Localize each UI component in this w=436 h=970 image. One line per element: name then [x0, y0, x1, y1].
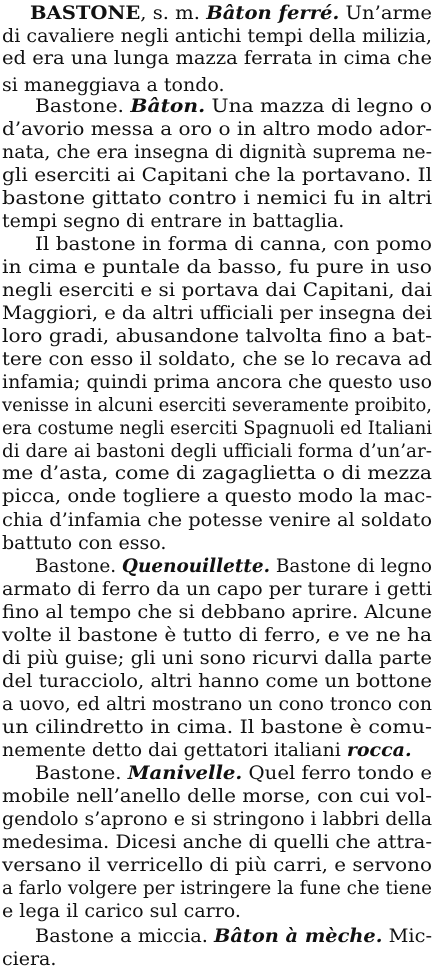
entry-first-line [35, 925, 432, 947]
text-run: Bastone a miccia. [35, 925, 215, 947]
text-run: fino al tempo che si debbano aprire. Alcune [2, 601, 433, 623]
text-run: chia d’infamia che potesse venire al soldato [2, 509, 433, 531]
text-run: volte il bastone è tutto di ferro, e ve ne ha [2, 624, 432, 646]
text-run: me d’asta, come di zagaglietta o di mezza [2, 462, 432, 484]
text-run: picca, onde togliere a questo modo la mac- [2, 485, 433, 507]
text-run: Un’arme [339, 2, 432, 24]
entry-line [2, 624, 432, 646]
entry-line [2, 532, 166, 554]
entry-line [2, 854, 432, 876]
entry-line [2, 462, 432, 484]
text-run: di cavaliere negli antichi tempi della milizia, [2, 25, 432, 47]
italic-term: Bâton à mèche. [214, 925, 383, 947]
text-run: Bastone. [35, 95, 131, 117]
text-run: era costume negli eserciti Spagnuoli ed Italiani [2, 417, 432, 439]
entry-line [2, 831, 432, 853]
text-run: Mic- [382, 925, 432, 947]
entry-line [2, 440, 432, 462]
italic-term: Quenouillette. [121, 555, 271, 577]
entry-line [2, 118, 432, 140]
text-run: Bastone. [35, 762, 128, 784]
entry-line [2, 47, 432, 69]
entry-line [2, 417, 432, 439]
entry-line [2, 670, 432, 692]
text-run: tempi segno di entrare in battaglia. [2, 210, 345, 232]
entry-line [2, 187, 432, 209]
text-run: nata, che era insegna di dignità suprema ne- [2, 141, 433, 163]
entry-line [2, 900, 241, 922]
italic-term: Bâton. [130, 95, 206, 117]
text-run: un cilindretto in cima. Il bastone è comu- [2, 716, 432, 738]
text-run: negli eserciti e si portava dai Capitani, dai [2, 279, 432, 301]
text-run: bastone gittato contro i nemici fu in altri [2, 187, 432, 209]
entry-line [2, 348, 432, 370]
entry-first-line [35, 233, 432, 255]
entry-first-line [35, 95, 432, 117]
text-run: e lega il carico sul carro. [2, 900, 241, 922]
text-run: a farlo volgere per istringere la fune che tiene [2, 877, 433, 899]
text-run: ed era una lunga mazza ferrata in cima che [2, 47, 433, 69]
entry-line [2, 302, 432, 324]
text-run: infamia; quindi prima ancora che questo uso [2, 371, 433, 393]
entry-line [2, 578, 432, 600]
entry-line [2, 601, 432, 623]
entry-line [2, 279, 432, 301]
entry-line [2, 739, 412, 761]
text-run: ciera. [2, 948, 57, 970]
text-run: Quel ferro tondo e [242, 762, 433, 784]
entry-first-line [35, 555, 432, 577]
entry-line [2, 716, 432, 738]
text-run: mobile nell’anello delle morse, con cui vol- [2, 785, 433, 807]
text-run: medesima. Dicesi anche di quelli che attra- [2, 831, 432, 853]
text-run: si maneggiava a tondo. [2, 74, 225, 96]
text-run: a uovo, ed altri mostrano un cono tronco con [2, 693, 433, 715]
text-run: venisse in alcuni eserciti severamente proibito, [2, 394, 432, 416]
entry-line [2, 25, 432, 47]
entry-line [2, 693, 432, 715]
text-run: loro gradi, abusandone talvolta fino a bat- [2, 325, 432, 347]
text-run: del turacciolo, altri hanno come un bottone [2, 670, 433, 692]
entry-line [2, 210, 344, 232]
text-run: Maggiori, e da altri ufficiali per insegna dei [2, 302, 433, 324]
text-run: gli eserciti ai Capitani che la portavano. Il [2, 164, 433, 186]
entry-line [2, 74, 225, 96]
entry-line [2, 371, 432, 393]
text-run: Bastone. [35, 555, 122, 577]
text-run: armato di ferro da un capo per turare i getti [2, 578, 432, 600]
entry-first-line [35, 762, 432, 784]
entry-line [2, 164, 432, 186]
text-run: versano il verricello di più carri, e servono [2, 854, 433, 876]
text-run: di dare ai bastoni degli ufficiali forma d’un’ar- [2, 440, 433, 462]
text-run: gendolo s’aprono e si stringono i labbri della [2, 808, 432, 830]
entry-line [2, 808, 432, 830]
text-run: di più guise; gli uni sono ricurvi dalla parte [2, 647, 433, 669]
text-run: d’avorio messa a oro o in altro modo ador- [2, 118, 433, 140]
italic-term: Manivelle. [127, 762, 243, 784]
text-run: nemente detto dai gettatori italiani [2, 739, 347, 761]
text-run: tere con esso il soldato, che se lo recava ad [2, 348, 433, 370]
italic-term: Bâton ferré. [206, 2, 340, 24]
entry-line [2, 647, 432, 669]
entry-first-line [30, 2, 432, 24]
text-run: in cima e puntale da basso, fu pure in uso [2, 256, 433, 278]
entry-line [2, 325, 432, 347]
entry-line [2, 394, 432, 416]
headword: BASTONE [30, 2, 141, 24]
entry-line [2, 509, 432, 531]
text-run: , s. m. [140, 2, 207, 24]
entry-line [2, 948, 56, 970]
entry-line [2, 785, 432, 807]
entry-line [2, 485, 432, 507]
text-run: Bastone di legno [270, 555, 433, 577]
entry-line [2, 256, 432, 278]
entry-line [2, 877, 432, 899]
entry-line [2, 141, 432, 163]
text-run: Il bastone in forma di canna, con pomo [35, 233, 432, 255]
text-run: Una mazza di legno o [205, 95, 432, 117]
text-run: battuto con esso. [2, 532, 167, 554]
italic-term: rocca. [346, 739, 412, 761]
